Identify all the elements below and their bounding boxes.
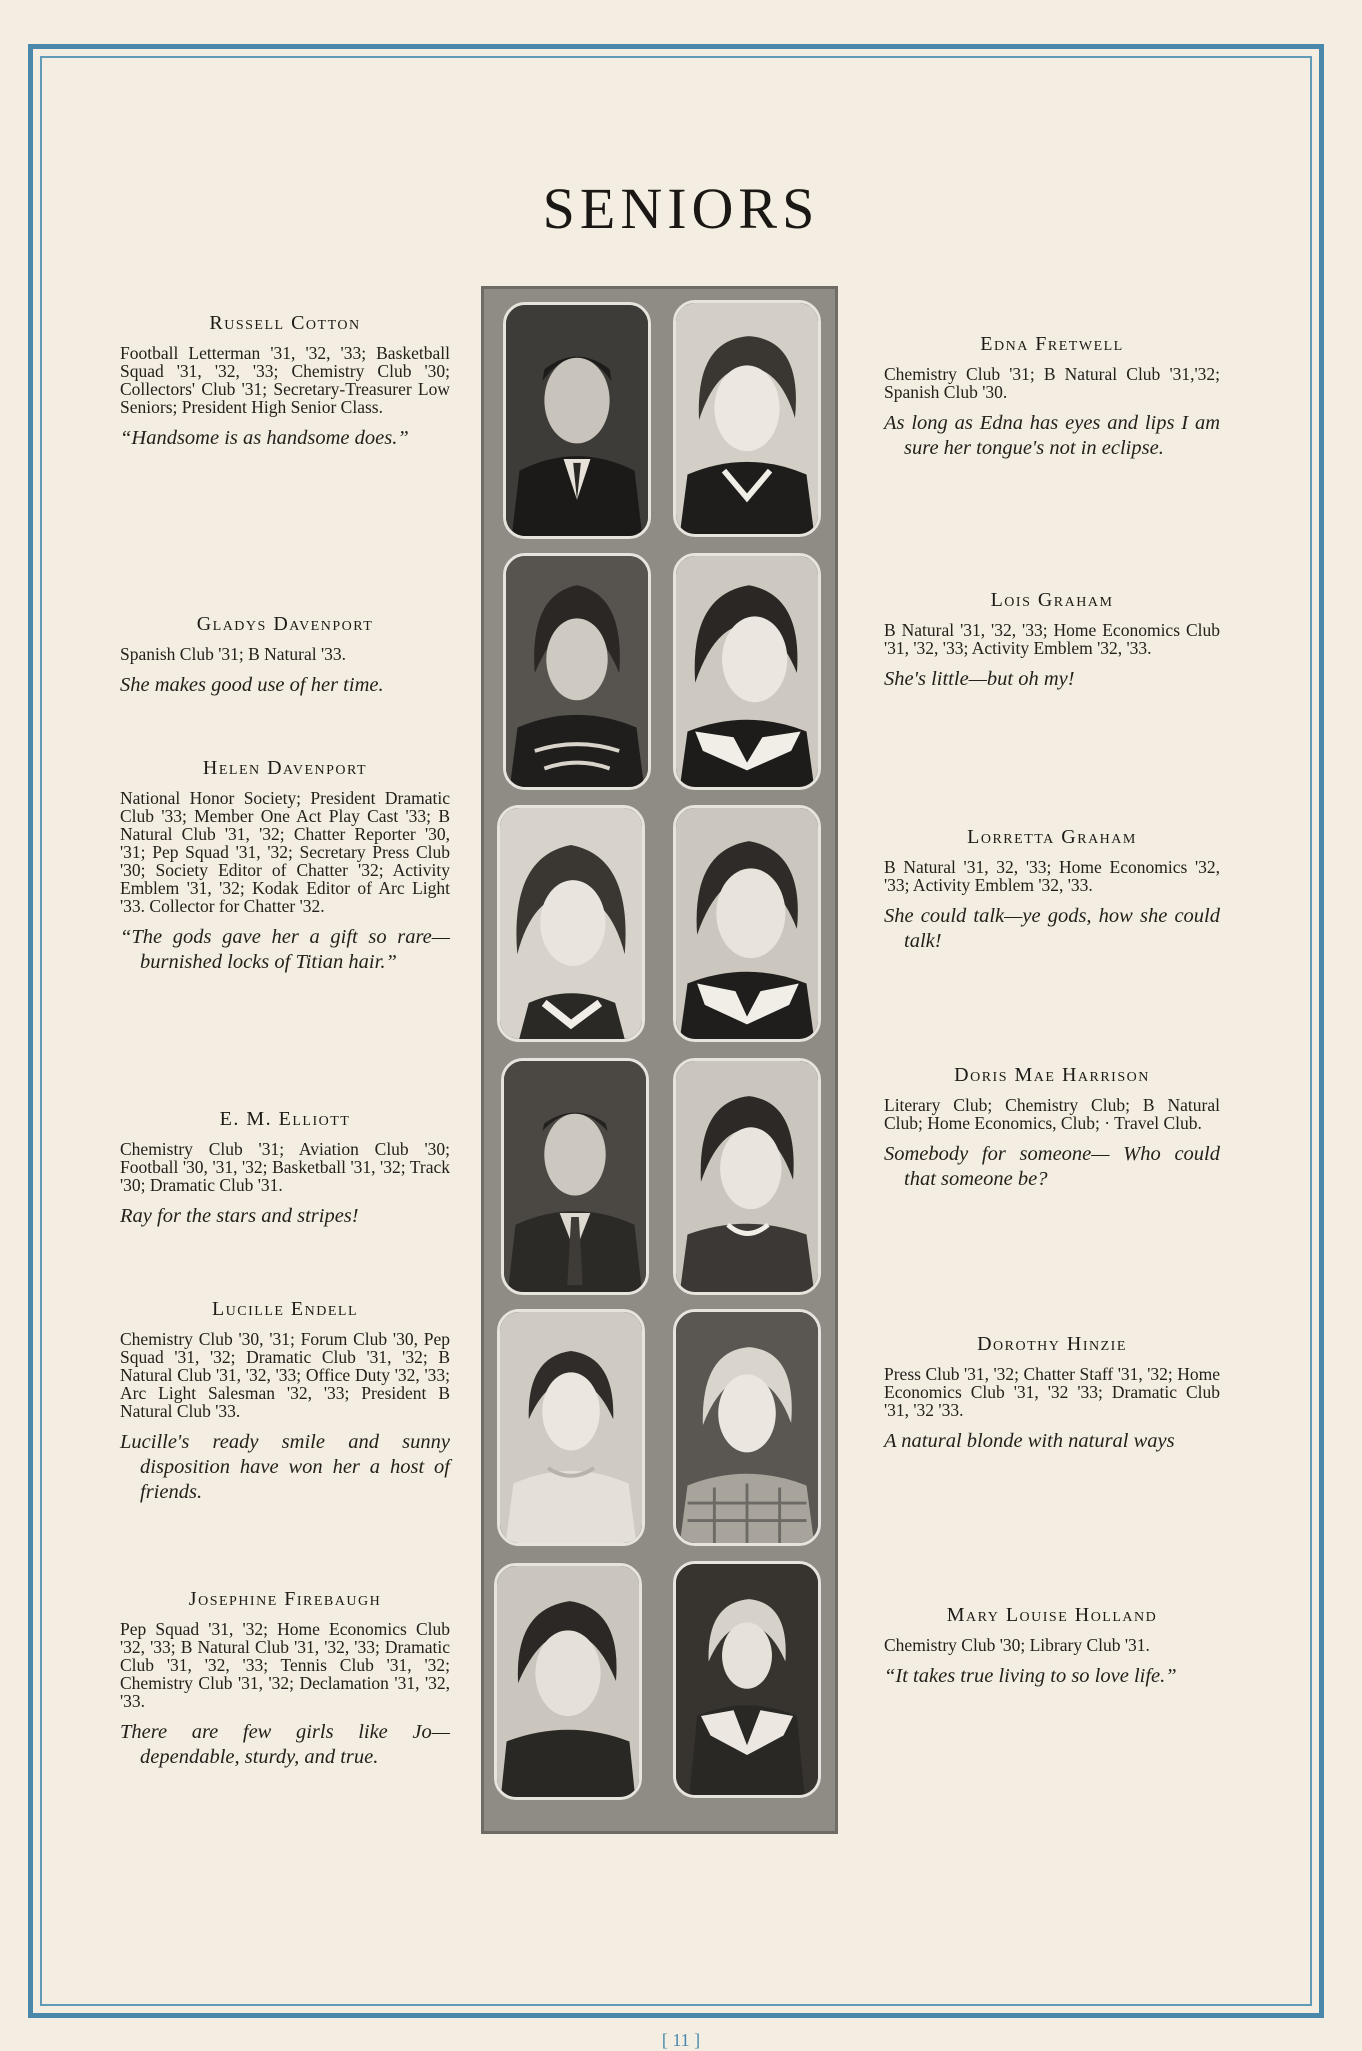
portrait-image [676,556,818,787]
senior-entry-mary-louise-holland [884,1604,1220,1689]
senior-quote: A natural blonde with natural ways [884,1430,1175,1452]
senior-quote: She's little—but oh my! [884,668,1075,690]
senior-name: Josephine Firebaugh [188,1588,382,1610]
portrait-photo-dorothy-hinzie [673,1309,821,1546]
senior-activities: Press Club '31, '32; Chatter Staff '31, '32; Home Economics Club '31, '32 '33; Dramatic Club '31, '32 '33. [884,1364,1220,1420]
portrait-image [500,1312,642,1543]
senior-entry-lorretta-graham [884,826,1220,954]
senior-activities: Chemistry Club '31; Aviation Club '30; Football '30, '31, '32; Basketball '31, '32; Track '30; Dramatic Club '31. [120,1139,450,1195]
senior-name: Mary Louise Holland [946,1604,1158,1626]
senior-name: Gladys Davenport [196,613,374,635]
senior-activities: Chemistry Club '30; Library Club '31. [884,1635,1150,1655]
senior-quote: Somebody for someone— Who could that someone be? [884,1143,1220,1190]
portrait-image [676,1061,818,1292]
senior-activities: Spanish Club '31; B Natural '33. [120,644,347,664]
portrait-photo-doris-mae-harrison [673,1058,821,1295]
portrait-image [500,808,642,1039]
senior-quote: As long as Edna has eyes and lips I am sure her tongue's not in eclipse. [884,412,1220,459]
portrait-photo-edna-fretwell [673,300,821,537]
senior-activities: National Honor Society; President Dramatic Club '33; Member One Act Play Cast '33; B Natural Club '31, '32; Chatter Reporter '30, '31; Pep Squad '31, '32; Secretary Press Club '30; Society Editor of Chatter '32; Activity Emblem '31, '32; Kodak Editor of Arc Light '33. Collector for Chatter '32. [120,788,450,916]
senior-activities: B Natural '31, '32, '33; Home Economics Club '31, '32, '33; Activity Emblem '32, '33. [884,620,1220,658]
senior-entry-e-m-elliott [120,1108,450,1229]
senior-quote: “The gods gave her a gift so rare—burnished locks of Titian hair.” [120,926,450,973]
portrait-image [506,305,648,536]
senior-activities: Chemistry Club '30, '31; Forum Club '30, Pep Squad '31, '32; Dramatic Club '31, '32; B Natural Club '31, '32, '33; Office Duty '32, '33; Arc Light Salesman '32, '33; President B Natural Club '33. [120,1329,450,1421]
portrait-photo-mary-louise-holland [673,1561,821,1798]
senior-name: Lorretta Graham [967,826,1137,848]
senior-entry-lois-graham [884,589,1220,692]
senior-name: E. M. Elliott [219,1108,351,1130]
senior-quote: She could talk—ye gods, how she could talk! [884,905,1220,952]
senior-entry-helen-davenport [120,757,450,975]
portrait-photo-lucille-endell [497,1309,645,1546]
senior-name: Helen Davenport [202,757,368,779]
senior-name: Russell Cotton [209,312,361,334]
senior-activities: Literary Club; Chemistry Club; B Natural Club; Home Economics, Club; · Travel Club. [884,1095,1220,1133]
senior-entry-doris-mae-harrison [884,1064,1220,1192]
senior-name: Lucille Endell [211,1298,359,1320]
senior-entry-gladys-davenport [120,613,450,698]
senior-activities: Chemistry Club '31; B Natural Club '31,'32; Spanish Club '30. [884,364,1220,402]
portrait-image [506,556,648,787]
senior-entry-lucille-endell [120,1298,450,1505]
portrait-strip [481,286,838,1834]
right-column [884,0,1220,2048]
senior-activities: Pep Squad '31, '32; Home Economics Club '32, '33; B Natural Club '31, '32, '33; Dramatic Club '31, '32, '33; Tennis Club '31, '32; Chemistry Club '31, '32; Declamation '31, '32, '33. [120,1619,450,1711]
senior-quote: Ray for the stars and stripes! [120,1205,359,1227]
senior-quote: She makes good use of her time. [120,674,384,696]
portrait-photo-lois-graham [673,553,821,790]
page-title: SENIORS [542,176,820,241]
senior-name: Doris Mae Harrison [954,1064,1150,1086]
page-number: [ 11 ] [661,2030,701,2050]
portrait-photo-josephine-firebaugh [494,1563,642,1800]
portrait-image [497,1566,639,1797]
portrait-photo-russell-cotton [503,302,651,539]
senior-quote: “It takes true living to so love life.” [884,1665,1177,1687]
portrait-image [676,808,818,1039]
senior-name: Lois Graham [990,589,1114,611]
senior-activities: B Natural '31, 32, '33; Home Economics '32, '33; Activity Emblem '32, '33. [884,857,1220,895]
portrait-image [676,1564,818,1795]
senior-entry-edna-fretwell [884,333,1220,461]
senior-quote: Lucille's ready smile and sunny disposition have won her a host of friends. [120,1431,450,1503]
portrait-photo-gladys-davenport [503,553,651,790]
portrait-image [676,1312,818,1543]
senior-entry-josephine-firebaugh [120,1588,450,1770]
portrait-image [676,303,818,534]
portrait-image [504,1061,646,1292]
senior-name: Dorothy Hinzie [977,1333,1127,1355]
senior-activities: Football Letterman '31, '32, '33; Basketball Squad '31, '32, '33; Chemistry Club '30; Collectors' Club '31; Secretary-Treasurer Low Seniors; President High Senior Class. [120,343,450,417]
senior-name: Edna Fretwell [980,333,1124,355]
portrait-photo-helen-davenport [497,805,645,1042]
senior-entry-russell-cotton [120,312,450,451]
senior-quote: “Handsome is as handsome does.” [120,427,409,449]
portrait-photo-e-m-elliott [501,1058,649,1295]
senior-quote: There are few girls like Jo—dependable, sturdy, and true. [120,1721,450,1768]
portrait-photo-lorretta-graham [673,805,821,1042]
senior-entry-dorothy-hinzie [884,1333,1220,1454]
left-column [120,0,450,2048]
